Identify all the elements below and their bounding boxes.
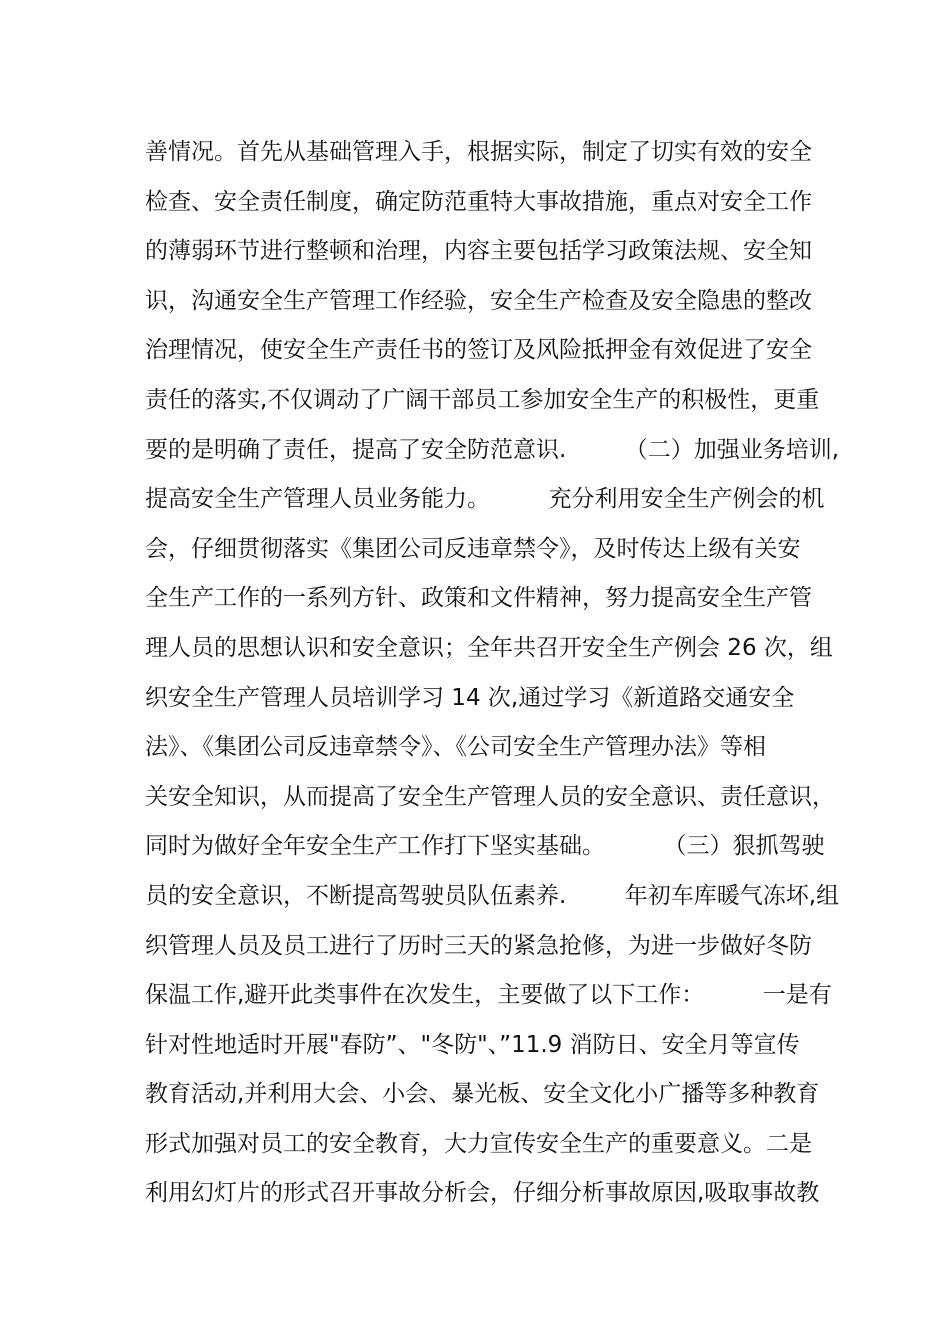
text-line: 检查、安全责任制度，确定防范重特大事故措施，重点对安全工作 <box>145 188 812 215</box>
text-line: 要的是明确了责任，提高了安全防范意识. （二）加强业务培训, <box>145 436 840 463</box>
text-line: 同时为做好全年安全生产工作打下坚实基础。 （三）狠抓驾驶 <box>145 833 825 860</box>
text-line: 责任的落实,不仅调动了广阔干部员工参加安全生产的积极性，更重 <box>145 386 820 413</box>
text-line: 全生产工作的一系列方针、政策和文件精神，努力提高安全生产管 <box>145 585 812 612</box>
text-line: 员的安全意识，不断提高驾驶员队伍素养. 年初车库暖气冻坏,组 <box>145 882 840 909</box>
text-line: 织管理人员及员工进行了历时三天的紧急抢修，为进一步做好冬防 <box>145 932 812 959</box>
text-line: 的薄弱环节进行整顿和治理，内容主要包括学习政策法规、安全知 <box>145 238 812 265</box>
text-line: 针对性地适时开展"春防”、"冬防"、”11.9 消防日、安全月等宣传 <box>145 1031 800 1058</box>
text-line: 提高安全生产管理人员业务能力。 充分利用安全生产例会的机 <box>145 486 825 513</box>
text-line: 会，仔细贯彻落实《集团公司反违章禁令》，及时传达上级有关安 <box>145 535 801 562</box>
text-line: 理人员的思想认识和安全意识；全年共召开安全生产例会 26 次，组 <box>145 634 833 661</box>
text-line: 关安全知识，从而提高了安全生产管理人员的安全意识、责任意识， <box>145 783 835 810</box>
text-line: 识，沟通安全生产管理工作经验，安全生产检查及安全隐患的整改 <box>145 287 812 314</box>
text-line: 善情况。首先从基础管理入手，根据实际，制定了切实有效的安全 <box>145 139 812 165</box>
text-line: 利用幻灯片的形式召开事故分析会，仔细分析事故原因,吸取事故教 <box>145 1180 820 1207</box>
text-line: 治理情况，使安全生产责任书的签订及风险抵押金有效促进了安全 <box>145 337 812 364</box>
body-text <box>145 128 840 1219</box>
text-line: 法》、《集团公司反违章禁令》、《公司安全生产管理办法》等相 <box>145 734 766 761</box>
text-line: 形式加强对员工的安全教育，大力宣传安全生产的重要意义。二是 <box>145 1130 812 1157</box>
text-line: 织安全生产管理人员培训学习 14 次,通过学习《新道路交通安全 <box>145 684 795 711</box>
text-line: 保温工作,避开此类事件在次发生，主要做了以下工作： 一是有 <box>145 982 832 1009</box>
text-line: 教育活动,并利用大会、小会、暴光板、安全文化小广播等多种教育 <box>145 1081 820 1108</box>
